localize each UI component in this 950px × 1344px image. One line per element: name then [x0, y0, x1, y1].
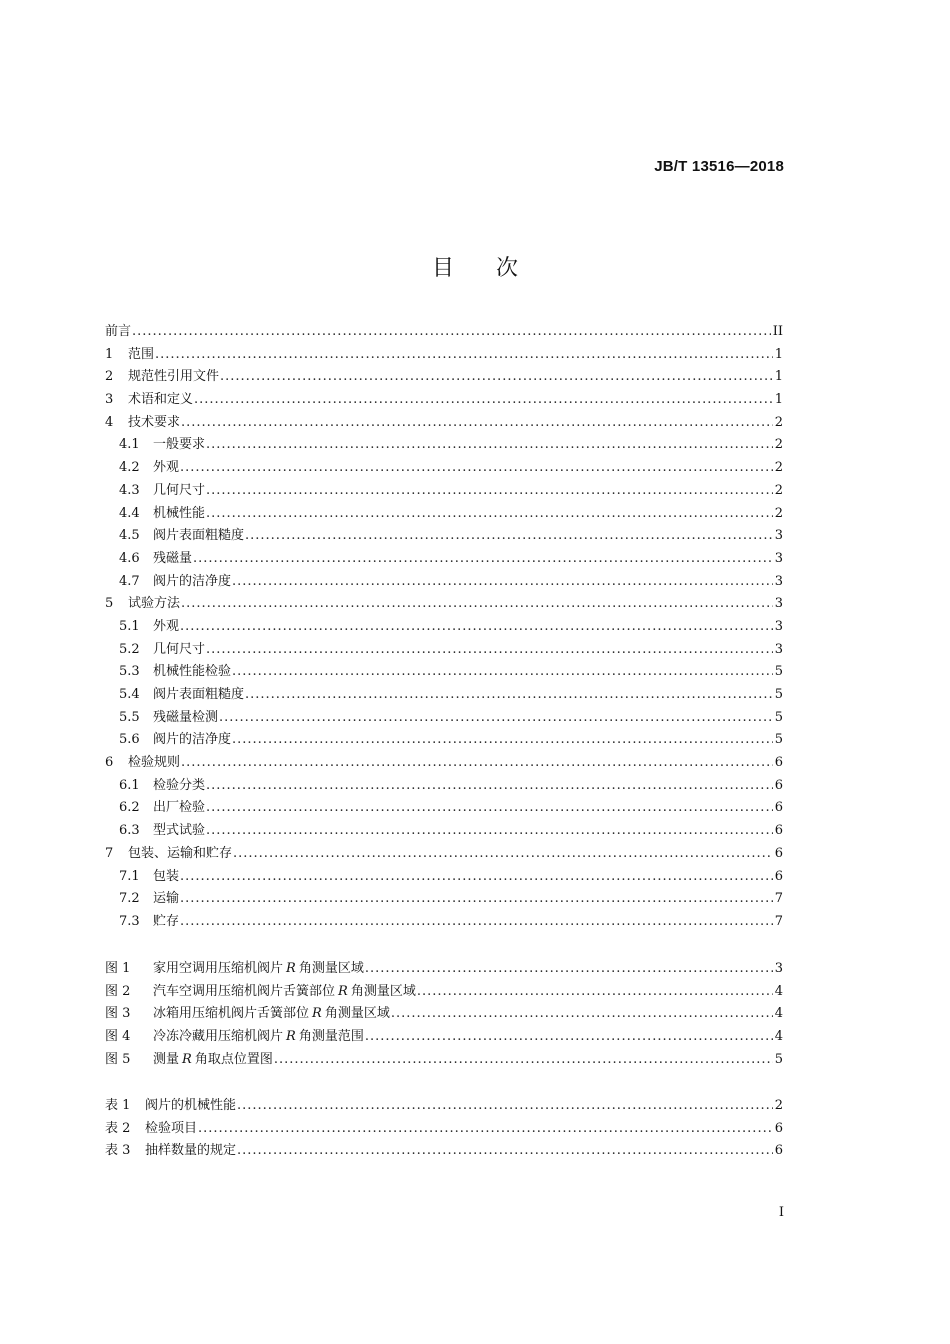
toc-entry-number: 3: [105, 392, 114, 408]
toc-entry-page: 3: [774, 550, 783, 566]
toc-entry[interactable]: [105, 888, 783, 911]
toc-entry-label: 机械性能检验: [153, 664, 232, 680]
figure-entry[interactable]: [105, 958, 783, 981]
toc-entry-label: 一般要求: [153, 437, 206, 453]
toc-entry-page: 6: [774, 777, 783, 793]
toc-entry-number: 4.2: [119, 460, 140, 476]
toc-entry-number: 4.5: [119, 528, 140, 544]
figure-entry-number: 图 2: [105, 983, 131, 999]
toc-entry-page: 1: [774, 392, 783, 408]
figure-entry-label: [153, 1026, 364, 1049]
toc-entry-label: 出厂检验: [153, 800, 206, 816]
toc-entry[interactable]: [105, 820, 783, 843]
toc-entry[interactable]: [105, 389, 783, 412]
leader-dots: [233, 843, 773, 866]
standard-code: JB/T 13516—2018: [654, 158, 784, 175]
toc-entry-label: 机械性能: [153, 505, 206, 521]
toc-entry-label: 规范性引用文件: [128, 369, 220, 385]
toc-entry-label: 运输: [153, 891, 180, 907]
leader-dots: [365, 1026, 773, 1049]
toc-entry-page: 3: [774, 596, 783, 612]
toc-entry[interactable]: [105, 616, 783, 639]
toc-entry-number: 4.6: [119, 550, 140, 566]
toc-entry-page: 3: [774, 641, 783, 657]
table-entry-page: 6: [774, 1120, 783, 1136]
toc-entry-label: 阀片的洁净度: [153, 732, 232, 748]
toc-entry-page: 7: [774, 891, 783, 907]
figure-entry-label: [153, 981, 416, 1004]
toc-main-list: [105, 321, 783, 934]
toc-entry[interactable]: [105, 729, 783, 752]
figure-label-prefix: 家用空调用压缩机阀片: [153, 961, 284, 976]
toc-entry-label: 包装、运输和贮存: [128, 845, 233, 861]
toc-entry-number: 7.3: [119, 913, 140, 929]
toc-entry-page: 7: [774, 913, 783, 929]
toc-entry-label: 阀片的洁净度: [153, 573, 232, 589]
leader-dots: [206, 797, 773, 820]
toc-entry-page: 5: [774, 664, 783, 680]
toc-entry[interactable]: [105, 797, 783, 820]
toc-entry[interactable]: [105, 775, 783, 798]
figure-entry-number: 图 5: [105, 1051, 131, 1067]
toc-entry-number: 5.1: [119, 618, 140, 634]
toc-entry-number: 5.2: [119, 641, 140, 657]
figure-entry-label: [153, 1049, 273, 1072]
figure-entry-label: [153, 958, 364, 981]
leader-dots: [206, 434, 773, 457]
table-entry-page: 6: [774, 1143, 783, 1159]
figure-label-prefix: 冷冻冷藏用压缩机阀片: [153, 1029, 284, 1045]
toc-entry-page: 6: [774, 755, 783, 771]
figure-label-symbol: R: [286, 1029, 296, 1045]
leader-dots: [237, 1140, 773, 1163]
toc-entry-label: 几何尺寸: [153, 641, 206, 657]
figure-label-suffix: 角测量区域: [350, 983, 416, 999]
toc-entry-page: II: [772, 324, 783, 339]
table-entry[interactable]: [105, 1140, 783, 1163]
toc-entry[interactable]: [105, 684, 783, 707]
leader-dots: [206, 639, 773, 662]
leader-dots: [180, 457, 773, 480]
figure-entry-number: 图 3: [105, 1006, 131, 1022]
toc-entry-page: 6: [774, 800, 783, 816]
figure-label-suffix: 角测量区域: [324, 1006, 390, 1022]
toc-entry[interactable]: [105, 412, 783, 435]
toc-entry[interactable]: [105, 661, 783, 684]
figure-label-prefix: 测量: [153, 1051, 180, 1067]
toc-entry-label: 外观: [153, 618, 180, 634]
toc-entry[interactable]: [105, 911, 783, 934]
table-entry-label: 检验项目: [145, 1120, 198, 1136]
table-entry[interactable]: [105, 1095, 783, 1118]
toc-entry-number: 4.4: [119, 505, 140, 521]
leader-dots: [180, 866, 773, 889]
toc-entry-page: 2: [774, 414, 783, 430]
toc-entry-number: 2: [105, 369, 114, 385]
table-entry-number: 表 1: [105, 1098, 131, 1113]
leader-dots: [206, 503, 773, 526]
leader-dots: [391, 1003, 773, 1026]
leader-dots: [206, 480, 773, 503]
toc-entry-label: 几何尺寸: [153, 482, 206, 498]
toc-entry-label: 阀片表面粗糙度: [153, 528, 245, 544]
toc-entry[interactable]: [105, 480, 783, 503]
leader-dots: [180, 888, 773, 911]
toc-entry-page: 3: [774, 573, 783, 589]
toc-entry-number: 5.5: [119, 709, 140, 725]
figure-entry[interactable]: [105, 1049, 783, 1072]
toc-entry[interactable]: [105, 707, 783, 730]
toc-entry-label: 技术要求: [128, 414, 181, 430]
toc-entry-number: 4.1: [119, 437, 140, 453]
toc-entry-label: 外观: [153, 460, 180, 476]
toc-entry-page: 2: [774, 482, 783, 498]
figure-label-prefix: 汽车空调用压缩机阀片舌簧部位: [153, 983, 336, 999]
toc-entry[interactable]: [105, 843, 783, 866]
leader-dots: [245, 684, 773, 707]
figure-entry[interactable]: [105, 981, 783, 1004]
leader-dots: [194, 389, 773, 412]
leader-dots: [232, 571, 773, 594]
page-number: I: [778, 1205, 784, 1220]
toc-entry-number: 6.3: [119, 823, 140, 839]
figure-entry[interactable]: [105, 1003, 783, 1026]
toc-entry[interactable]: [105, 525, 783, 548]
leader-dots: [237, 1095, 773, 1118]
toc-entry[interactable]: [105, 321, 783, 344]
leader-dots: [193, 548, 773, 571]
toc-entry[interactable]: [105, 457, 783, 480]
toc-entry-label: 术语和定义: [128, 392, 194, 408]
leader-dots: [245, 525, 773, 548]
toc-entry-page: 3: [774, 528, 783, 544]
toc-entry-page: 5: [774, 709, 783, 725]
figure-label-symbol: R: [286, 961, 296, 976]
toc-entry[interactable]: [105, 503, 783, 526]
toc-entry-label: 范围: [128, 346, 155, 362]
leader-dots: [180, 911, 773, 934]
toc-entry[interactable]: [105, 593, 783, 616]
toc-entry[interactable]: [105, 639, 783, 662]
toc-entry-label: 前言: [105, 324, 132, 339]
leader-dots: [181, 412, 773, 435]
toc-entry-page: 1: [774, 346, 783, 362]
figure-label-suffix: 角测量范围: [298, 1029, 364, 1045]
toc-figure-list: [105, 958, 783, 1071]
toc-entry-number: 7.2: [119, 891, 140, 907]
leader-dots: [232, 661, 773, 684]
toc-entry-number: 5.3: [119, 664, 140, 680]
table-entry-label: 抽样数量的规定: [145, 1143, 237, 1159]
toc-entry-number: 7: [105, 845, 114, 861]
toc-entry-page: 2: [774, 460, 783, 476]
toc-entry-label: 包装: [153, 868, 180, 884]
leader-dots: [155, 344, 773, 367]
toc-entry-label: 型式试验: [153, 823, 206, 839]
toc-entry-number: 1: [105, 346, 114, 362]
toc-entry[interactable]: [105, 866, 783, 889]
toc-entry-page: 2: [774, 437, 783, 453]
figure-entry-number: 图 4: [105, 1029, 131, 1045]
leader-dots: [181, 593, 773, 616]
toc-entry-page: 3: [774, 618, 783, 634]
figure-entry[interactable]: [105, 1026, 783, 1049]
figure-entry-number: 图 1: [105, 961, 131, 976]
figure-entry-page: 5: [774, 1051, 783, 1067]
toc-entry-page: 2: [774, 505, 783, 521]
figure-entry-page: 4: [774, 1029, 783, 1045]
toc-entry[interactable]: [105, 571, 783, 594]
figure-label-symbol: R: [338, 983, 348, 999]
toc-entry-label: 试验方法: [128, 596, 181, 612]
toc-entry-page: 5: [774, 732, 783, 748]
toc-entry-number: 7.1: [119, 868, 140, 884]
toc-entry[interactable]: [105, 366, 783, 389]
leader-dots: [219, 707, 773, 730]
figure-label-suffix: 角测量区域: [298, 961, 364, 976]
toc-entry-page: 5: [774, 687, 783, 702]
leader-dots: [132, 321, 771, 344]
toc-entry-number: 5.6: [119, 732, 140, 748]
page-title: 目次: [431, 256, 560, 281]
leader-dots: [206, 820, 773, 843]
toc-entry-page: 1: [774, 369, 783, 385]
toc-entry-label: 检验规则: [128, 755, 181, 771]
toc-entry[interactable]: [105, 344, 783, 367]
figure-entry-page: 4: [774, 1006, 783, 1022]
toc-entry-number: 5: [105, 596, 114, 612]
leader-dots: [274, 1049, 773, 1072]
leader-dots: [232, 729, 773, 752]
toc-entry-number: 4: [105, 414, 114, 430]
leader-dots: [180, 616, 773, 639]
toc-entry-number: 6.1: [119, 777, 140, 793]
figure-label-prefix: 冰箱用压缩机阀片舌簧部位: [153, 1006, 310, 1022]
toc-entry[interactable]: [105, 434, 783, 457]
toc-entry-number: 4.3: [119, 482, 140, 498]
toc-entry-page: 6: [774, 845, 783, 861]
leader-dots: [365, 958, 773, 981]
toc-entry-number: 6: [105, 755, 114, 771]
toc-table-list: [105, 1095, 783, 1163]
leader-dots: [181, 752, 773, 775]
toc-entry-label: 检验分类: [153, 777, 206, 793]
leader-dots: [220, 366, 773, 389]
figure-entry-page: 4: [774, 983, 783, 999]
figure-entry-page: 3: [774, 961, 783, 976]
figure-label-symbol: R: [182, 1051, 192, 1067]
toc-entry-number: 5.4: [119, 687, 140, 702]
leader-dots: [206, 775, 773, 798]
toc-entry[interactable]: [105, 548, 783, 571]
table-entry-number: 表 2: [105, 1120, 131, 1136]
leader-dots: [417, 981, 773, 1004]
toc-entry-number: 6.2: [119, 800, 140, 816]
toc-entry-label: 残磁量检测: [153, 709, 219, 725]
toc-entry[interactable]: [105, 752, 783, 775]
table-entry-label: 阀片的机械性能: [145, 1098, 237, 1113]
toc-entry-label: 贮存: [153, 913, 180, 929]
leader-dots: [198, 1118, 773, 1141]
table-entry-number: 表 3: [105, 1143, 131, 1159]
figure-entry-label: [153, 1003, 390, 1026]
table-entry[interactable]: [105, 1118, 783, 1141]
toc-entry-page: 6: [774, 823, 783, 839]
table-entry-page: 2: [774, 1098, 783, 1113]
toc-entry-page: 6: [774, 868, 783, 884]
toc-entry-label: 残磁量: [153, 550, 193, 566]
figure-label-symbol: R: [312, 1006, 322, 1022]
toc-entry-number: 4.7: [119, 573, 140, 589]
toc-entry-label: 阀片表面粗糙度: [153, 687, 245, 702]
figure-label-suffix: 角取点位置图: [194, 1051, 273, 1067]
